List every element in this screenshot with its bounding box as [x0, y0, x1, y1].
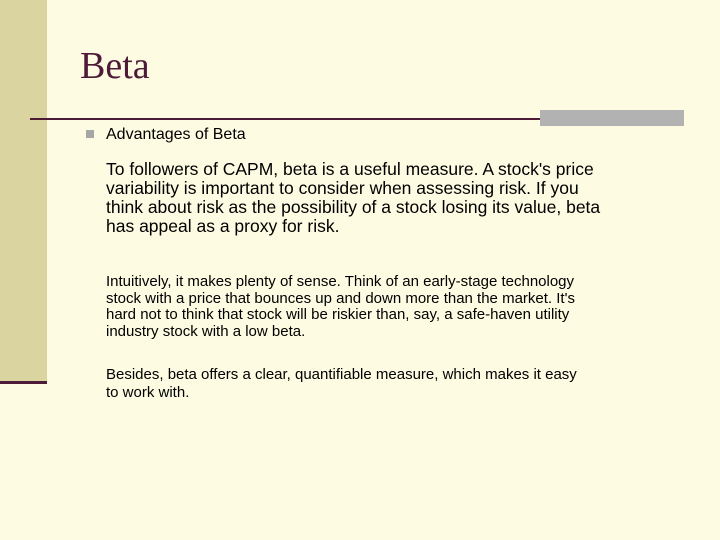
paragraph-3: Besides, beta offers a clear, quantifiable measure, which makes it easy to work with. — [106, 366, 577, 401]
paragraph-1: To followers of CAPM, beta is a useful measure. A stock's price variability is important to consider when assessing risk. If you think about risk as the possibility of a stock losing its value, beta has appeal as a proxy for risk. — [106, 159, 601, 236]
paragraph-2: Intuitively, it makes plenty of sense. Think of an early-stage technology stock with a price that bounces up and down more than the market. It's hard not to think that stock will be riskier than, say, a safe-haven utility industry stock with a low beta. — [106, 273, 575, 340]
left-accent-line — [0, 381, 47, 384]
title-divider-bar — [540, 110, 684, 126]
title-divider — [30, 118, 540, 120]
left-accent-band — [0, 0, 47, 382]
bullet-heading: Advantages of Beta — [106, 126, 246, 143]
square-bullet-icon — [86, 130, 94, 138]
slide-title: Beta — [80, 45, 150, 87]
